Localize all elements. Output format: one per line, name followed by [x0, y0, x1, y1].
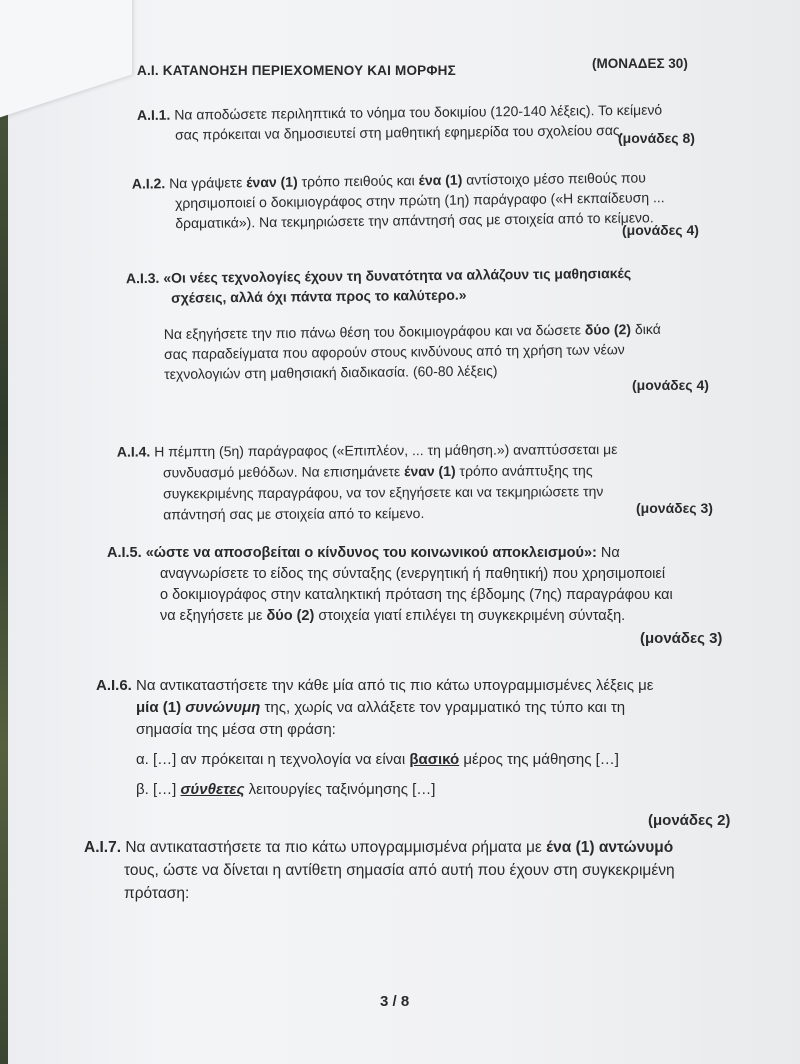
question-a-i-3-body	[164, 318, 745, 384]
question-marks: (μονάδες 3)	[640, 630, 723, 647]
question-text: Να αντικαταστήσετε τα πιο κάτω υπογραμμισμένα ρήματα με	[125, 839, 547, 856]
quote-text: «Οι νέες τεχνολογίες έχουν τη δυνατότητα να αλλάζουν τις μαθησιακές	[163, 264, 632, 286]
underlined-word: βασικό	[409, 751, 460, 768]
question-number: Α.Ι.6.	[96, 677, 132, 694]
question-text: λειτουργίες ταξινόμησης […]	[244, 781, 436, 798]
question-text: χρησιμοποιεί ο δοκιμιογράφος στην πρώτη (1η) παράγραφο («Η εκπαίδευση ...	[174, 189, 665, 212]
section-title: Α.Ι. ΚΑΤΑΝΟΗΣΗ ΠΕΡΙΕΧΟΜΕΝΟΥ ΚΑΙ ΜΟΡΦΗΣ	[137, 63, 456, 78]
question-text: μέρος της μάθησης […]	[459, 751, 619, 768]
question-a-i-7	[84, 836, 774, 905]
question-number: Α.Ι.2.	[131, 175, 166, 192]
question-text: δικά	[630, 320, 661, 338]
question-text: στοιχεία γιατί επιλέγει τη συγκεκριμένη σύνταξη.	[314, 608, 626, 624]
question-text: συνδυασμό μεθόδων. Να επισημάνετε	[162, 463, 405, 481]
question-text: Να αποδώσετε περιληπτικά το νόημα του δοκιμίου (120-140 λέξεις). Το κείμενό	[174, 101, 663, 123]
question-text: τεχνολογιών στη μαθησιακή διαδικασία. (60-80 λέξεις)	[164, 362, 498, 383]
question-text: τους, ώστε να δίνεται η αντίθετη σημασία από αυτή που έχουν στη συγκεκριμένη	[124, 862, 675, 879]
page-number: 3 / 8	[380, 993, 410, 1010]
question-marks: (μονάδες 4)	[632, 377, 709, 393]
question-number: Α.Ι.1.	[136, 106, 171, 124]
question-marks: (μονάδες 4)	[622, 222, 699, 238]
emphasis-text: συνώνυμη	[185, 699, 261, 716]
question-text: Η πέμπτη (5η) παράγραφος («Επιπλέον, ... τη μάθηση.») αναπτύσσεται με	[154, 441, 618, 460]
question-text: αναγνωρίσετε το είδος της σύνταξης (ενεργητική ή παθητική) που χρησιμοποιεί	[160, 566, 666, 582]
underlined-word: σύνθετες	[180, 781, 245, 798]
question-a-i-6	[96, 675, 756, 741]
question-text: σας παραδείγματα που αφορούν στους κινδύνους από τη χρήση των νέων	[163, 341, 625, 363]
question-text: της, χωρίς να αλλάξετε τον γραμματικό της τύπο και τη	[260, 699, 626, 716]
emphasis-text: ένα (1)	[418, 171, 463, 189]
question-a-i-3	[126, 262, 746, 308]
question-text: Να αντικαταστήσετε την κάθε μία από τις πιο κάτω υπογραμμισμένες λέξεις με	[136, 677, 654, 694]
quote-text: «ώστε να αποσοβείται ο κίνδυνος του κοινωνικού αποκλεισμού»:	[145, 545, 597, 561]
question-a-i-5	[107, 543, 747, 627]
sub-item-a	[136, 750, 619, 770]
question-text: α. […] αν πρόκειται η τεχνολογία να είναι	[136, 751, 410, 768]
question-marks: (μονάδες 8)	[618, 130, 695, 146]
question-marks: (μονάδες 2)	[648, 812, 731, 829]
emphasis-text: μία (1)	[136, 699, 186, 716]
emphasis-text: έναν (1)	[246, 173, 298, 191]
question-text: Να εξηγήσετε την πιο πάνω θέση του δοκιμιογράφου και να δώσετε	[163, 321, 585, 343]
question-text: συγκεκριμένης παραγράφου, να τον εξηγήσετε και να τεκμηριώσετε την	[163, 483, 604, 502]
question-number: Α.Ι.5.	[107, 545, 142, 561]
question-text: ο δοκιμιογράφος στην καταληκτική πρόταση της έβδομης (7ης) παραγράφου και	[160, 587, 673, 603]
question-text: Να γράψετε	[169, 174, 247, 192]
question-text: τρόπο πειθούς και	[297, 172, 419, 190]
emphasis-text: δύο (2)	[266, 608, 315, 624]
emphasis-text: ένα (1) αντώνυμό	[546, 839, 674, 856]
question-text: απάντησή σας με στοιχεία από το κείμενο.	[163, 505, 425, 523]
sub-item-b	[136, 780, 435, 800]
question-number: Α.Ι.7.	[84, 839, 122, 856]
emphasis-text: δύο (2)	[584, 321, 632, 338]
question-text: πρόταση:	[124, 885, 190, 902]
question-text: δραματικά»). Να τεκμηριώσετε την απάντησή σας με στοιχεία από το κείμενο.	[175, 209, 654, 232]
question-marks: (μονάδες 3)	[636, 500, 713, 516]
question-number: Α.Ι.3.	[125, 269, 160, 287]
question-text: Να	[596, 545, 620, 561]
question-text: να εξηγήσετε με	[160, 608, 267, 624]
section-marks: (ΜΟΝΑΔΕΣ 30)	[592, 56, 688, 71]
quote-text: σχέσεις, αλλά όχι πάντα προς το καλύτερο.»	[171, 286, 467, 306]
question-text: σας πρόκειται να δημοσιευτεί στη μαθητική εφημερίδα του σχολείου σας.	[175, 121, 624, 143]
question-text: αντίστοιχο μέσο πειθούς που	[462, 169, 646, 188]
question-number: Α.Ι.4.	[116, 443, 151, 460]
emphasis-text: έναν (1)	[404, 462, 456, 480]
question-text: τρόπο ανάπτυξης της	[455, 462, 593, 479]
question-text: σημασία της μέσα στη φράση:	[136, 721, 336, 738]
question-text: β. […]	[136, 781, 181, 798]
